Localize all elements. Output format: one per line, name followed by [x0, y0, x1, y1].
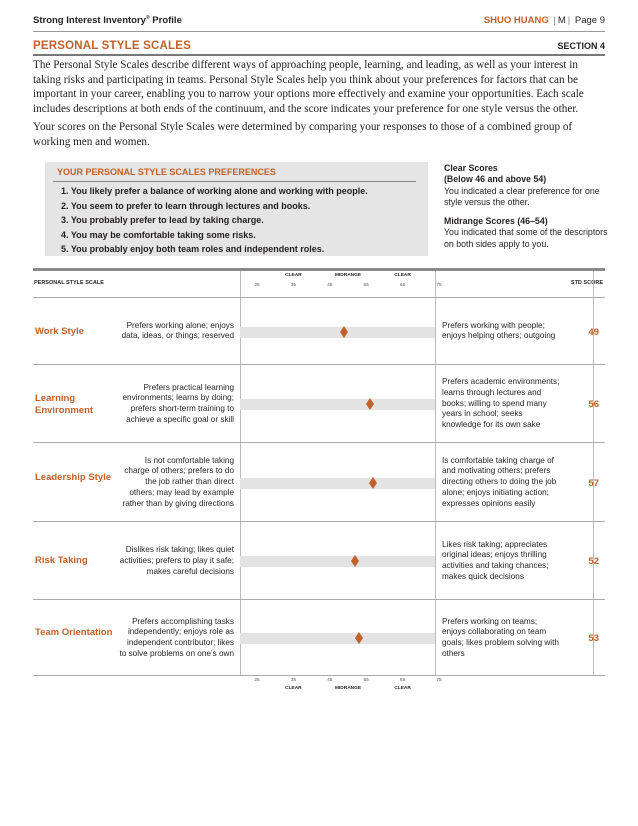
tick-label: 35 — [290, 283, 297, 288]
score-bar — [240, 556, 435, 567]
low-descriptor: Prefers practical learning environments; learns by doing; prefers short-term training to achieve a specific goal or skill — [122, 382, 234, 424]
intro-paragraph: The Personal Style Scales describe different ways of approaching people, learning, and leading, as well as your interest in taking risks and participating in teams. Personal Style Scales help you think about your preferences for factors that can be important in your career, enabling you to narrow your options more effectively and examine your opportunities. Each scale includes descriptions at both ends of the continuum, and the score indicates your preference for one style versus the other. — [33, 59, 584, 115]
scale-row — [33, 443, 605, 522]
preference-item: 3. You probably prefer to lead by taking charge. — [61, 215, 264, 225]
zone-label: CLEAR — [285, 273, 302, 278]
score-marker — [340, 326, 348, 338]
scale-row — [33, 298, 605, 365]
clear-scores-title: Clear Scores — [444, 163, 498, 173]
score-bar — [240, 478, 435, 489]
std-score: 52 — [588, 556, 599, 567]
scale-name: Work Style — [35, 325, 84, 337]
tick-label: 35 — [290, 678, 297, 683]
score-marker — [369, 477, 377, 489]
scale-name: Team Orientation — [35, 627, 113, 638]
column-separator — [435, 365, 436, 442]
header-right: SHUO HUANG | M | Page 9 — [483, 15, 605, 26]
zone-label: MIDRANGE — [334, 686, 362, 691]
client-gender: M — [557, 15, 566, 26]
std-score: 57 — [588, 477, 599, 489]
preferences-list — [61, 184, 368, 257]
score-bar — [240, 633, 435, 644]
scale-row — [33, 522, 605, 600]
scale-row — [33, 600, 605, 676]
bottom-axis — [33, 676, 605, 696]
std-score: 53 — [588, 633, 599, 644]
page-number: Page 9 — [574, 15, 605, 26]
preference-item: 2. You seem to prefer to learn through lectures and books. — [61, 200, 311, 211]
zone-label: CLEAR — [285, 686, 302, 691]
column-separator — [240, 271, 241, 297]
low-descriptor: Dislikes risk taking; likes quiet activities; prefers to play it safe; makes careful decisions — [119, 545, 234, 576]
midrange-scores-title: Midrange Scores (46–54) — [444, 216, 548, 227]
clear-scores-range: (Below 46 and above 54) — [444, 174, 547, 185]
zone-label: MIDRANGE — [334, 273, 362, 278]
tick-label: 45 — [327, 678, 333, 683]
preference-item: 1. You likely prefer a balance of working alone and working with people. — [61, 186, 368, 196]
clear-scores-desc: You indicated a clear preference for one style versus the other. — [444, 185, 600, 207]
score-bar — [240, 327, 435, 338]
high-descriptor: Prefers working with people; enjoys helping others; outgoing — [442, 320, 556, 341]
std-score-column-label: STD SCORE — [570, 280, 603, 286]
column-separator — [435, 600, 436, 675]
score-marker — [351, 555, 359, 567]
score-marker — [355, 632, 363, 644]
chart-header — [33, 271, 605, 298]
low-descriptor: Prefers accomplishing tasks independently; enjoys role as independent contributor; likes to solve problems on one’s own — [119, 616, 234, 658]
header-rule — [33, 31, 605, 32]
low-descriptor: Prefers working alone; enjoys data, ideas, or things; reserved — [121, 320, 234, 341]
client-name: SHUO HUANG — [483, 15, 549, 26]
high-descriptor: Is comfortable taking charge of and motivating others; prefers directing others to doing the job alone; enjoys initiating action; expresses opinions easily — [442, 455, 557, 508]
high-descriptor: Likes risk taking; appreciates original ideas; enjoys thrilling activities and taking chances; makes quick decisions — [442, 539, 549, 581]
section-title: PERSONAL STYLE SCALES — [33, 40, 191, 52]
zone-label: CLEAR — [394, 273, 411, 278]
low-descriptor: Is not comfortable taking charge of others; prefers to do the job rather than direct others; may lead by example rather than by giving directions — [122, 455, 234, 508]
score-bar — [240, 399, 435, 410]
zone-label: CLEAR — [394, 686, 411, 691]
std-score: 49 — [588, 326, 599, 338]
score-marker — [366, 398, 374, 410]
column-separator — [435, 522, 436, 599]
preference-item: 4. You may be comfortable taking some risks. — [61, 229, 256, 240]
high-descriptor: Prefers working on teams; enjoys collaborating on team goals; likes problem solving with others — [442, 616, 559, 658]
report-title: Strong Interest Inventory® Profile — [33, 15, 182, 27]
tick-label: 75 — [436, 283, 442, 288]
std-score: 56 — [588, 399, 599, 410]
intro-paragraph-2: Your scores on the Personal Style Scales were determined by comparing your responses to those of a combined group of working men and women. — [33, 121, 573, 148]
section-number: SECTION 4 — [557, 41, 605, 51]
tick-label: 75 — [436, 678, 442, 683]
tick-label: 25 — [254, 283, 260, 288]
scale-row — [33, 365, 605, 443]
tick-label: 25 — [254, 678, 260, 683]
tick-label: 65 — [399, 678, 406, 683]
scale-name: Risk Taking — [35, 555, 88, 566]
preferences-box — [45, 162, 428, 256]
column-separator — [435, 298, 436, 364]
midrange-scores-desc: You indicated that some of the descriptors on both sides apply to you. — [444, 227, 608, 249]
high-descriptor: Prefers academic environments; learns through lectures and books; willing to spend many years in school; seeks knowledge for its own sake — [442, 377, 560, 430]
preferences-title: YOUR PERSONAL STYLE SCALES PREFERENCES — [57, 167, 276, 177]
scale-name: Learning Environment — [35, 393, 94, 416]
tick-label: 65 — [399, 283, 406, 288]
scale-name: Leadership Style — [35, 471, 112, 483]
tick-label: 55 — [363, 678, 369, 683]
tick-label: 45 — [327, 283, 333, 288]
scale-column-label: PERSONAL STYLE SCALE — [34, 280, 104, 286]
score-legend — [444, 163, 609, 250]
column-separator — [593, 271, 594, 297]
tick-label: 55 — [363, 283, 369, 288]
preference-item: 5. You probably enjoy both team roles and independent roles. — [61, 244, 325, 254]
column-separator — [435, 443, 436, 521]
page-header — [33, 15, 605, 29]
preferences-rule — [53, 181, 416, 182]
section-rule — [33, 54, 605, 56]
